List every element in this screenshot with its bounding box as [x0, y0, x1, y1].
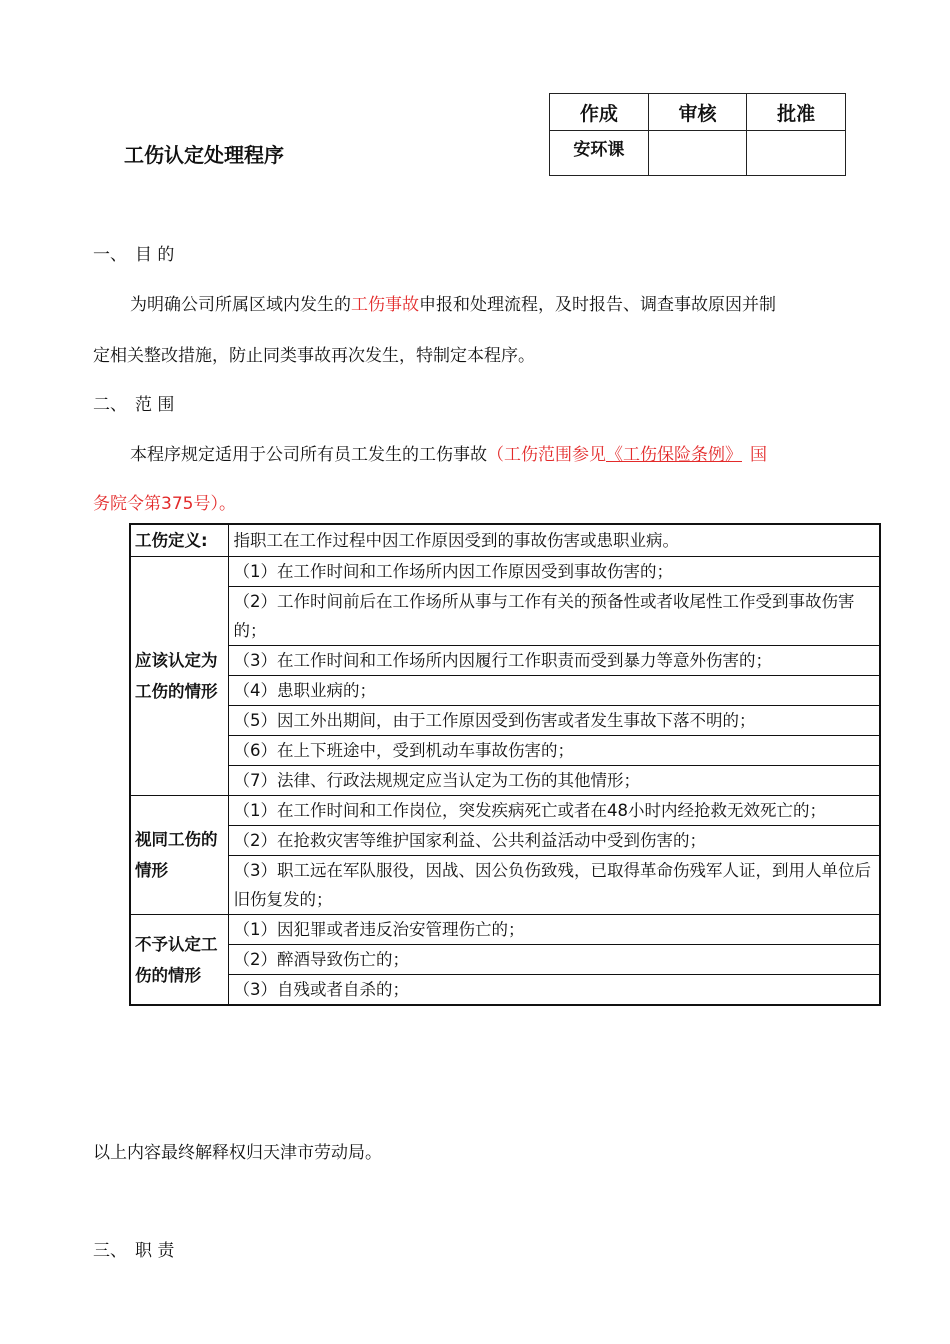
criteria-row [130, 766, 880, 796]
group-label-not-recognized: 不予认定工伤的情形 [130, 915, 228, 1006]
criteria-item: （2）在抢救灾害等维护国家利益、公共利益活动中受到伤害的； [228, 826, 880, 856]
criteria-item: （4）患职业病的； [228, 676, 880, 706]
criteria-item: （6）在上下班途中，受到机动车事故伤害的； [228, 736, 880, 766]
section-number: 二、 [93, 395, 127, 415]
section-title: 职 责 [135, 1241, 175, 1261]
criteria-row [130, 915, 880, 945]
group-label-deemed-injury: 视同工伤的情形 [130, 796, 228, 915]
scope-line-2: 务院令第375号）。 [93, 494, 236, 514]
criteria-item: （1）因犯罪或者违反治安管理伤亡的； [228, 915, 880, 945]
approval-header-prepared: 作成 [550, 94, 649, 131]
criteria-row [130, 706, 880, 736]
section-number: 三、 [93, 1241, 127, 1261]
criteria-row [130, 587, 880, 646]
scope-text-red-a: （工伤范围参见 [487, 445, 606, 465]
criteria-groups [130, 557, 880, 1006]
section-title: 目 的 [135, 245, 175, 265]
criteria-row [130, 646, 880, 676]
regulation-reference: 《工伤保险条例》 [606, 445, 742, 465]
purpose-text-highlight: 工伤事故 [351, 295, 419, 315]
section-title: 范 围 [135, 395, 175, 415]
section-purpose-heading [93, 240, 174, 265]
criteria-row [130, 975, 880, 1006]
interpretation-note: 以上内容最终解释权归天津市劳动局。 [93, 1143, 382, 1163]
criteria-item: （1）在工作时间和工作场所内因工作原因受到事故伤害的； [228, 557, 880, 587]
approval-header-review: 审核 [648, 94, 747, 131]
injury-definition-table [129, 523, 881, 1006]
section-duties-heading [93, 1236, 174, 1261]
section-scope-heading [93, 390, 174, 415]
scope-text-a: 本程序规定适用于公司所有员工发生的工伤事故 [130, 445, 487, 465]
criteria-item: （7）法律、行政法规规定应当认定为工伤的其他情形； [228, 766, 880, 796]
criteria-item: （2）工作时间前后在工作场所从事与工作有关的预备性或者收尾性工作受到事故伤害的； [228, 587, 880, 646]
approval-value-review [648, 131, 747, 176]
criteria-item: （3）职工远在军队服役，因战、因公负伤致残，已取得革命伤残军人证，到用人单位后旧伤复发的； [228, 856, 880, 915]
approval-value-prepared: 安环课 [550, 131, 649, 176]
criteria-row [130, 826, 880, 856]
purpose-line-2: 定相关整改措施，防止同类事故再次发生，特制定本程序。 [93, 346, 535, 366]
criteria-row [130, 676, 880, 706]
scope-text-red-b: 国 [750, 445, 767, 465]
group-label-recognized-injury: 应该认定为工伤的情形 [130, 557, 228, 796]
criteria-item: （5）因工外出期间，由于工作原因受到伤害或者发生事故下落不明的； [228, 706, 880, 736]
purpose-text-b: 申报和处理流程，及时报告、调查事故原因并制 [419, 295, 776, 315]
section-number: 一、 [93, 245, 127, 265]
criteria-item: （3）自残或者自杀的； [228, 975, 880, 1006]
criteria-row [130, 557, 880, 587]
purpose-line-1 [130, 290, 776, 315]
definition-row [130, 524, 880, 557]
criteria-item: （1）在工作时间和工作岗位，突发疾病死亡或者在48小时内经抢救无效死亡的； [228, 796, 880, 826]
criteria-row [130, 796, 880, 826]
approval-table [549, 93, 846, 176]
document-title: 工伤认定处理程序 [124, 143, 284, 167]
criteria-item: （3）在工作时间和工作场所内因履行工作职责而受到暴力等意外伤害的； [228, 646, 880, 676]
criteria-row [130, 856, 880, 915]
criteria-row [130, 736, 880, 766]
approval-header-approve: 批准 [747, 94, 846, 131]
definition-label: 工伤定义: [130, 524, 228, 557]
scope-line-1 [130, 440, 767, 465]
approval-value-approve [747, 131, 846, 176]
definition-text: 指职工在工作过程中因工作原因受到的事故伤害或患职业病。 [228, 524, 880, 557]
criteria-item: （2）醉酒导致伤亡的； [228, 945, 880, 975]
criteria-row [130, 945, 880, 975]
purpose-text-a: 为明确公司所属区域内发生的 [130, 295, 351, 315]
